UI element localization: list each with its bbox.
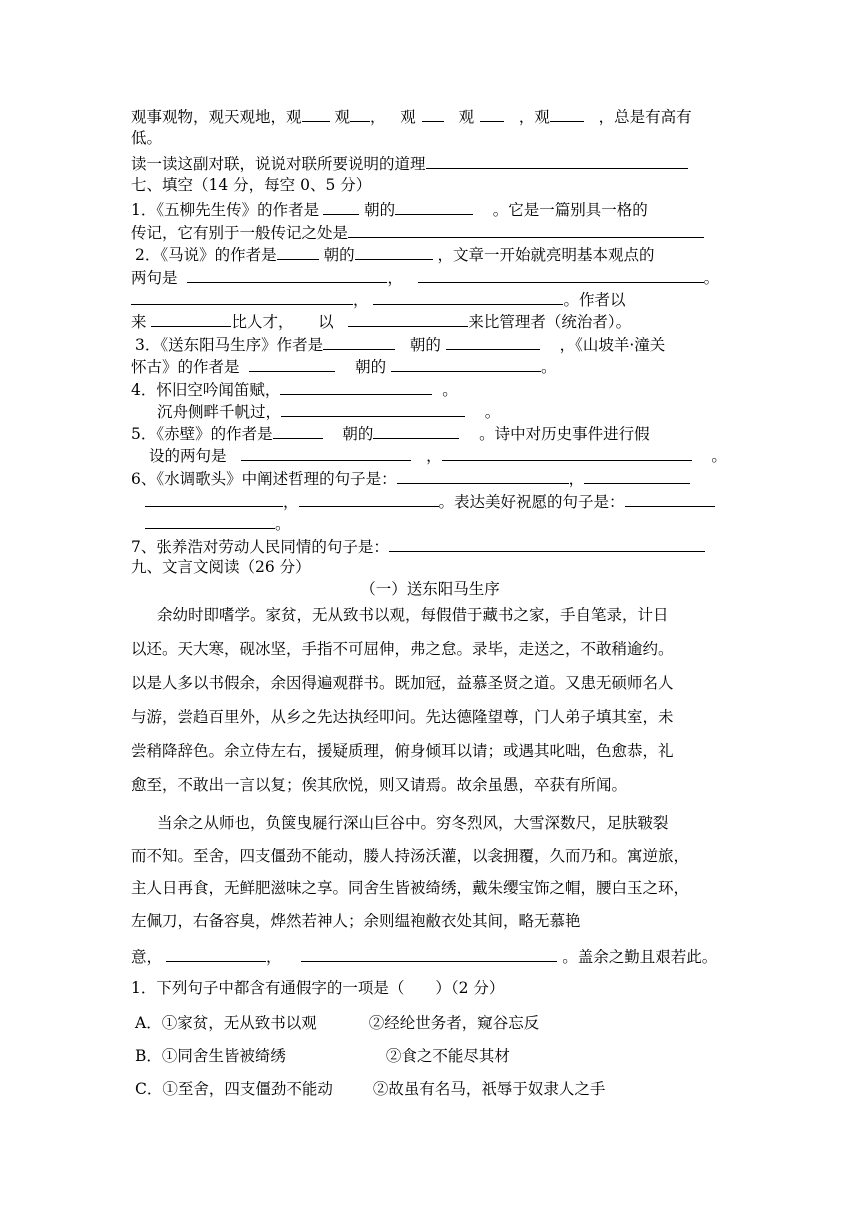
blank[interactable] — [323, 332, 395, 350]
text: 来 — [131, 313, 147, 331]
question-line — [145, 511, 291, 535]
text: 低。 — [131, 129, 163, 147]
text: C．①至舍，四支僵劲不能动 — [135, 1080, 333, 1098]
passage-line: 余幼时即嗜学。家贫，无从致书以观，每假借于藏书之家，手自笔录，计日 — [157, 606, 669, 624]
question-line — [131, 220, 704, 244]
text: 。 — [703, 269, 720, 287]
text: 4．怀旧空吟闻笛赋， — [131, 381, 281, 399]
blank[interactable] — [323, 197, 359, 215]
couplet-line — [131, 104, 692, 128]
blank[interactable] — [373, 287, 563, 305]
blank[interactable] — [302, 104, 330, 122]
passage-line: 尝稍降辞色。余立侍左右，援疑质理，俯身倾耳以请；或遇其叱咄，色愈恭，礼 — [131, 742, 674, 760]
question-line — [131, 534, 705, 558]
text: ，观 — [518, 108, 550, 126]
text: 。 — [484, 403, 501, 421]
text: 朝的 — [323, 246, 355, 264]
blank[interactable] — [422, 104, 444, 122]
text: ②经纶世务者，窥谷忘反 — [368, 1014, 540, 1032]
text: 以 — [318, 313, 334, 331]
blank[interactable] — [480, 104, 504, 122]
blank[interactable] — [350, 104, 370, 122]
passage-line — [131, 944, 717, 968]
blank[interactable] — [187, 265, 387, 283]
text: 。它是一篇别具一格的 — [492, 201, 648, 219]
passage-line: 当余之从师也，负箧曳屣行深山巨谷中。穷冬烈风，大雪深数尺，足肤皲裂 — [157, 814, 669, 832]
text: 7、张养浩对劳动人民同情的句子是： — [131, 538, 389, 556]
answer-blank[interactable] — [348, 220, 704, 238]
text: ，文章一开始就亮明基本观点的 — [437, 246, 655, 264]
text: 两句是 — [131, 269, 178, 287]
blank[interactable] — [418, 265, 704, 283]
blank[interactable] — [299, 489, 439, 507]
question-line — [131, 151, 688, 175]
text: ， — [353, 291, 369, 309]
text: 。 — [442, 381, 458, 399]
text: 观事观物，观天观地，观 — [131, 108, 302, 126]
blank[interactable] — [277, 242, 319, 260]
answer-blank[interactable] — [426, 151, 688, 169]
text: 怀古》的作者是 — [131, 358, 240, 376]
blank[interactable] — [395, 197, 473, 215]
text: 传记，它有别于一般传记之处是 — [131, 224, 349, 242]
question-line — [131, 197, 648, 221]
question-line — [131, 309, 631, 333]
blank[interactable] — [625, 489, 715, 507]
blank[interactable] — [145, 489, 283, 507]
text: ， — [283, 493, 299, 511]
option-c[interactable] — [135, 1078, 605, 1100]
question-line — [131, 265, 719, 289]
passage-title: （一）送东阳马生序 — [360, 580, 500, 598]
blank[interactable] — [166, 944, 266, 962]
text: 2．《马说》的作者是 — [135, 246, 277, 264]
blank[interactable] — [391, 354, 541, 372]
text: 。 — [541, 358, 557, 376]
text: 比人才， — [231, 313, 294, 331]
passage-line: 而不知。至舍，四支僵劲不能动，媵人持汤沃灌，以衾拥覆，久而乃和。寓逆旅， — [131, 847, 690, 865]
text: 。 — [711, 447, 727, 465]
text: ②故虽有名马，祇辱于奴隶人之手 — [372, 1080, 606, 1098]
text: 朝的 — [355, 358, 387, 376]
question-line — [131, 466, 690, 490]
question-line: 1．下列句子中都含有通假字的一项是（ ）（2 分） — [131, 979, 505, 997]
text: A．①家贫，无从致书以观 — [135, 1014, 317, 1032]
blank[interactable] — [446, 332, 540, 350]
text: 读一读这副对联，说说对联所要说明的道理 — [131, 155, 426, 173]
passage-line: 左佩刀，右备容臭，烨然若神人；余则缊袍敝衣处其间，略无慕艳 — [131, 912, 581, 930]
passage-line: 愈至，不敢出一言以复；俟其欣悦，则又请焉。故余虽愚，卒获有所闻。 — [131, 776, 628, 794]
blank[interactable] — [151, 309, 231, 327]
text: 来比管理者（统治者）。 — [468, 313, 632, 331]
text: 观 — [458, 108, 475, 126]
text: 。诗中对历史事件进行假 — [479, 425, 650, 443]
answer-blank[interactable] — [389, 534, 705, 552]
blank[interactable] — [241, 443, 411, 461]
text: ， — [568, 470, 585, 488]
text: 。表达美好祝愿的句子是： — [438, 493, 625, 511]
text: ，《山坡羊·潼关 — [559, 336, 666, 354]
text: 朝的 — [409, 336, 441, 354]
blank[interactable] — [281, 399, 465, 417]
text: 。 — [275, 515, 291, 533]
text: 意， — [131, 948, 163, 966]
text: B．①同舍生皆被绮绣 — [135, 1047, 286, 1065]
blank[interactable] — [273, 421, 323, 439]
section-heading: 七、填空（14 分，每空 0、5 分） — [131, 176, 372, 194]
text: 观 — [400, 108, 416, 126]
blank[interactable] — [301, 944, 557, 962]
passage-line: 主人日再食，无鲜肥滋味之享。同舍生皆被绮绣，戴朱缨宝饰之帽，腰白玉之环， — [131, 879, 690, 897]
blank[interactable] — [249, 354, 335, 372]
text: 观 — [334, 108, 350, 126]
blank[interactable] — [550, 104, 584, 122]
text: 。盖余之勤且艰若此。 — [562, 948, 718, 966]
question-line — [131, 421, 650, 445]
option-a[interactable] — [135, 1012, 539, 1034]
blank[interactable] — [584, 466, 690, 484]
question-line — [131, 377, 458, 401]
blank[interactable] — [280, 377, 432, 395]
text: 。作者以 — [563, 291, 626, 309]
text: 设的两句是 — [149, 447, 227, 465]
text: ， — [426, 447, 442, 465]
blank[interactable] — [131, 287, 353, 305]
text: 沉舟侧畔千帆过， — [157, 403, 282, 421]
passage-line: 以还。天大寒，砚冰坚，手指不可屈伸，弗之怠。录毕，走送之，不敢稍逾约。 — [131, 640, 674, 658]
blank[interactable] — [348, 309, 468, 327]
option-b[interactable] — [135, 1045, 510, 1067]
text: ， — [369, 108, 386, 126]
question-line — [135, 242, 655, 266]
blank[interactable] — [145, 511, 275, 529]
text: ， — [387, 269, 403, 287]
text: 朝的 — [364, 201, 396, 219]
blank[interactable] — [355, 242, 433, 260]
passage-line: 以是人多以书假余，余因得遍观群书。既加冠，益慕圣贤之道。又患无硕师名人 — [131, 674, 674, 692]
question-line — [135, 332, 665, 356]
text: ②食之不能尽其材 — [385, 1047, 510, 1065]
question-line — [149, 443, 727, 467]
question-line — [131, 287, 625, 311]
blank[interactable] — [397, 466, 569, 484]
text: 1．《五柳先生传》的作者是 — [131, 201, 320, 219]
text: ，总是有高有 — [598, 108, 692, 126]
question-line — [145, 489, 715, 513]
text: ， — [266, 948, 282, 966]
text: 6、《水调歌头》中阐述哲理的句子是： — [131, 470, 397, 488]
text: 朝的 — [342, 425, 374, 443]
question-line — [157, 399, 500, 423]
passage-line: 与游，尝趋百里外，从乡之先达执经叩问。先达德隆望尊，门人弟子填其室，未 — [131, 708, 674, 726]
question-line — [131, 354, 557, 378]
text: 5．《赤壁》的作者是 — [131, 425, 273, 443]
blank[interactable] — [442, 443, 692, 461]
blank[interactable] — [373, 421, 459, 439]
text: 3．《送东阳马生序》作者是 — [135, 336, 324, 354]
section-heading: 九、文言文阅读（26 分） — [131, 558, 311, 576]
